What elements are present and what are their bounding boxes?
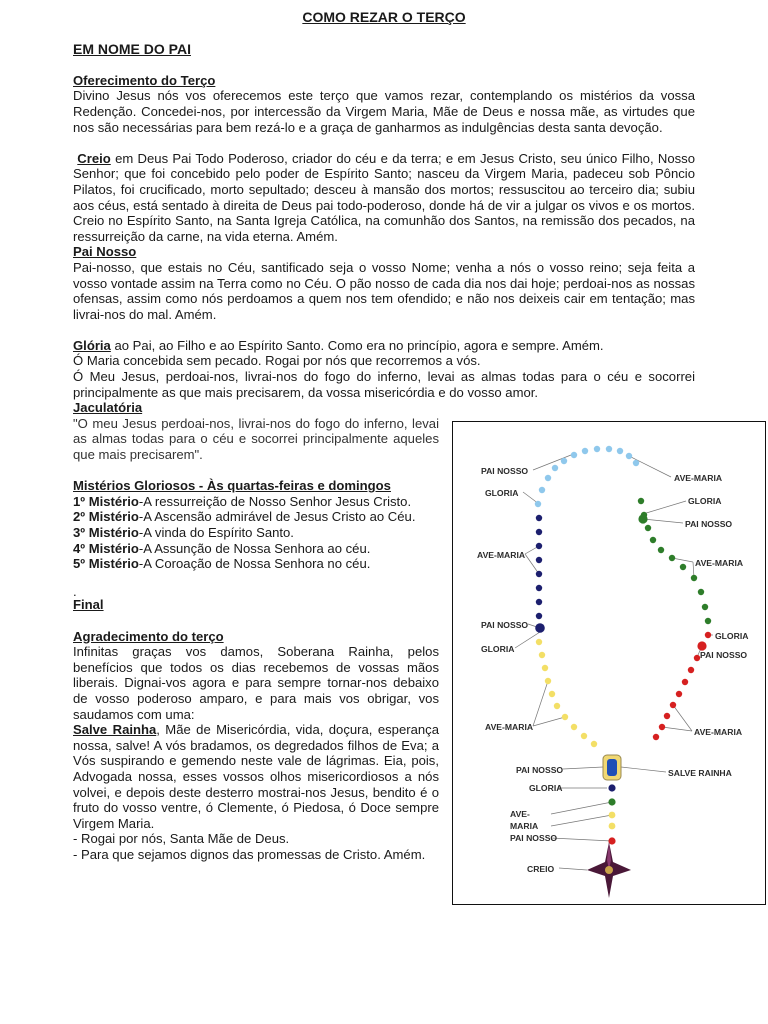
bead-green	[691, 575, 697, 581]
leader-line	[563, 767, 603, 769]
bead-lightblue	[582, 448, 588, 454]
bead-red	[653, 734, 659, 740]
misterio-item: 1º Mistério-A ressurreição de Nosso Senhor Jesus Cristo.	[73, 493, 412, 509]
leader-line	[533, 717, 565, 726]
bead-darkblue	[536, 529, 542, 535]
jaculatoria-text: "O meu Jesus perdoai-nos, livrai-nos do fogo do inferno, levai as almas todas para o céu e socorrei principalmente aqueles que mais precisarem".	[73, 415, 439, 463]
label-gloria-l2: GLORIA	[481, 644, 515, 654]
bead-darkblue	[536, 613, 542, 619]
bead-red	[659, 724, 665, 730]
misterio-item: 2º Mistério-A Ascensão admirável de Jesus Cristo ao Céu.	[73, 509, 416, 525]
leader-line	[673, 705, 692, 731]
label-painosso-l4: PAI NOSSO	[516, 765, 564, 775]
misterios-list	[73, 494, 439, 572]
painosso-text: Pai-nosso, que estais no Céu, santificado seja o vosso Nome; venha a nós o vosso reino; seja feita a vosso vontade assim na Terra como no Céu. O pão nosso de cada dia nos dai hoje; perdoai-nos as nossas ofensas, assim como nós perdoamos a quem nos tem ofendido; e não nos deixeis cair em tentação; mas livrai-nos do mal. Amém.	[73, 259, 695, 322]
bead-lightblue	[606, 446, 612, 452]
bead-yellow	[539, 652, 545, 658]
salve-text: , Mãe de Misericórdia, vida, doçura, esperança nossa, salve! A vós bradamos, os degredados filhos de Eva; a Vós suspirando e gemendo neste vale de lágrimas. Eia, pois, Advogada nossa, esses vossos olhos misericordiosos a nós volvei, e depois deste desterro mostrai-nos Jesus, bendito é o fruto do vosso ventre, ó Clemente, ó Piedosa, ó Doce sempre Virgem Maria.	[73, 722, 439, 831]
bead-green	[698, 589, 704, 595]
medal-icon	[603, 755, 621, 780]
bead-darkblue	[536, 543, 542, 549]
rosary-svg	[453, 422, 764, 903]
leader-line	[629, 456, 671, 477]
leader-line	[533, 681, 548, 726]
misterio-item: 5º Mistério-A Coroação de Nossa Senhora no céu.	[73, 556, 371, 572]
gloria-line2: Ó Maria concebida sem pecado. Rogai por nós que recorremos a vós.	[73, 353, 481, 369]
label-painosso-tl: PAI NOSSO	[481, 466, 529, 476]
label-avemaria-l1: AVE-MARIA	[477, 550, 526, 560]
bead-yellow	[545, 678, 551, 684]
bead-pendant-blue	[608, 784, 615, 791]
bead-green	[702, 604, 708, 610]
bead-pendant-yellow	[609, 812, 616, 819]
cross-icon	[587, 842, 631, 898]
leader-line	[551, 815, 612, 826]
bead-lightblue	[552, 465, 558, 471]
creio-text: em Deus Pai Todo Poderoso, criador do céu e da terra; e em Jesus Cristo, seu único Filho, Nosso Senhor; que foi concebido pelo poder de Espírito Santo; nasceu da Virgem Maria, padeceu sob Pôncio Pilatos, foi crucificado, morto sepultado; desceu à mansão dos mortos; ressuscitou ao terceiro dia; subiu aos céus, está sentado à direita de Deus pai todo-poderoso, donde há de vir a julgar os vivos e os mortos. Creio no Espírito Santo, na Santa Igreja Católica, na comunhão dos Santos, na remissão dos pecados, na ressurreição da carne, na vida eterna. Amém.	[73, 150, 695, 244]
misterios-heading: Mistérios Gloriosos - Às quartas-feiras e domingos	[73, 478, 391, 494]
oferecimento-heading: Oferecimento do Terço	[73, 72, 216, 88]
leader-line	[559, 868, 587, 870]
label-gloria-l4: GLORIA	[529, 783, 563, 793]
label-gloria-tr: GLORIA	[688, 496, 722, 506]
bead-red	[688, 667, 694, 673]
agradecimento-heading: Agradecimento do terço	[73, 628, 224, 644]
painosso-heading: Pai Nosso	[73, 244, 137, 260]
bead-red	[670, 702, 676, 708]
bead-lightblue	[626, 453, 632, 459]
creio-paragraph	[73, 151, 695, 245]
agradecimento-text: Infinitas graças vos damos, Soberana Rainha, pelos benefícios que todos os dias recebemos de vossas mãos liberais. Dignai-vos agora e para sempre tornar-nos debaixo de vosso poderoso amparo, e para mais vos obrigar, vos saudamos com uma:	[73, 644, 439, 722]
dot: .	[73, 584, 77, 600]
label-painosso-tr: PAI NOSSO	[685, 519, 733, 529]
bead-yellow	[571, 724, 577, 730]
bead-red	[676, 691, 682, 697]
bead-lightblue	[571, 452, 577, 458]
bead-darkblue	[536, 585, 542, 591]
bead-darkblue	[536, 515, 542, 521]
bead-green	[658, 547, 664, 553]
creio-lead: Creio	[77, 150, 111, 166]
bead-darkblue	[536, 557, 542, 563]
bead-lightblue	[594, 446, 600, 452]
misterio-item: 4º Mistério-A Assunção de Nossa Senhora ao céu.	[73, 540, 371, 556]
bead-lightblue	[545, 475, 551, 481]
label-painosso-l5: PAI NOSSO	[510, 833, 558, 843]
misterio-item: 3º Mistério-A vinda do Espírito Santo.	[73, 525, 294, 540]
gloria-text: ao Pai, ao Filho e ao Espírito Santo. Como era no princípio, agora e sempre. Amém.	[110, 337, 604, 353]
label-avemaria-r3: AVE-MARIA	[694, 727, 743, 737]
bead-pendant-green	[608, 798, 615, 805]
label-salve-rainha: SALVE RAINHA	[668, 768, 732, 778]
leader-line	[551, 838, 612, 841]
bead-green	[650, 537, 656, 543]
leader-line	[662, 727, 692, 731]
bead-green	[705, 618, 711, 624]
bead-pendant-red	[608, 837, 615, 844]
label-ave: AVE-	[510, 809, 530, 819]
bead-lightblue	[539, 487, 545, 493]
salve-lead: Salve Rainha	[73, 722, 157, 738]
leader-line	[643, 519, 683, 523]
salve-line2: - Para que sejamos dignos das promessas de Cristo. Amém.	[73, 846, 426, 862]
bead-painosso-darkblue	[535, 623, 545, 633]
label-avemaria-tr: AVE-MARIA	[674, 473, 723, 483]
bead-painosso-green	[638, 514, 647, 523]
bead-lightblue	[561, 458, 567, 464]
bead-green	[669, 555, 675, 561]
leader-line	[551, 802, 612, 814]
label-painosso-r2: PAI NOSSO	[700, 650, 748, 660]
bead-yellow	[549, 691, 555, 697]
bead-yellow	[591, 741, 597, 747]
bead-yellow	[536, 639, 542, 645]
label-gloria-tl: GLORIA	[485, 488, 519, 498]
section-heading: EM NOME DO PAI	[73, 40, 191, 57]
label-avemaria-r1: AVE-MARIA	[695, 558, 744, 568]
bead-darkblue	[536, 571, 542, 577]
bead-lightblue	[617, 448, 623, 454]
bead-pendant-yellow	[609, 823, 616, 830]
bead-green	[680, 564, 686, 570]
bead-red	[705, 632, 711, 638]
leader-line	[515, 632, 540, 648]
bead-yellow	[562, 714, 568, 720]
label-painosso-l2: PAI NOSSO	[481, 620, 529, 630]
bead-red	[664, 713, 670, 719]
bead-green	[638, 498, 644, 504]
page-title: COMO REZAR O TERÇO	[302, 9, 466, 25]
final-heading: Final	[73, 597, 104, 613]
label-gloria-r2: GLORIA	[715, 631, 749, 641]
salve-line1: - Rogai por nós, Santa Mãe de Deus.	[73, 831, 290, 847]
leader-line	[621, 767, 666, 772]
bead-darkblue	[536, 599, 542, 605]
bead-yellow	[554, 703, 560, 709]
leader-line	[525, 554, 539, 574]
gloria-paragraph	[73, 338, 695, 354]
bead-yellow	[542, 665, 548, 671]
jaculatoria-heading: Jaculatória	[73, 400, 143, 416]
gloria-lead: Glória	[73, 337, 111, 353]
bead-lightblue	[535, 501, 541, 507]
bead-green	[645, 525, 651, 531]
gloria-line3: Ó Meu Jesus, perdoai-nos, livrai-nos do fogo do inferno, levai as almas todas para o céu e socorrei principalmente as que mais precisarem, da vossa misericórdia e do vosso amor.	[73, 369, 695, 400]
bead-red	[682, 679, 688, 685]
leader-line	[643, 501, 686, 514]
bead-lightblue	[633, 460, 639, 466]
leader-line	[672, 558, 693, 562]
label-avemaria-l3: AVE-MARIA	[485, 722, 534, 732]
salve-paragraph	[73, 722, 439, 831]
label-maria: MARIA	[510, 821, 539, 831]
label-creio: CREIO	[527, 864, 555, 874]
bead-yellow	[581, 733, 587, 739]
rosary-diagram	[452, 421, 766, 905]
oferecimento-text: Divino Jesus nós vos oferecemos este terço que vamos rezar, contemplando os mistérios da vossa Redenção. Concedei-nos, por intercessão da Virgem Maria, Mãe de Deus e nossa mãe, as virtudes que nos são necessárias para bem rezá-lo e a graça de ganharmos as indulgências desta santa devoção.	[73, 88, 695, 135]
